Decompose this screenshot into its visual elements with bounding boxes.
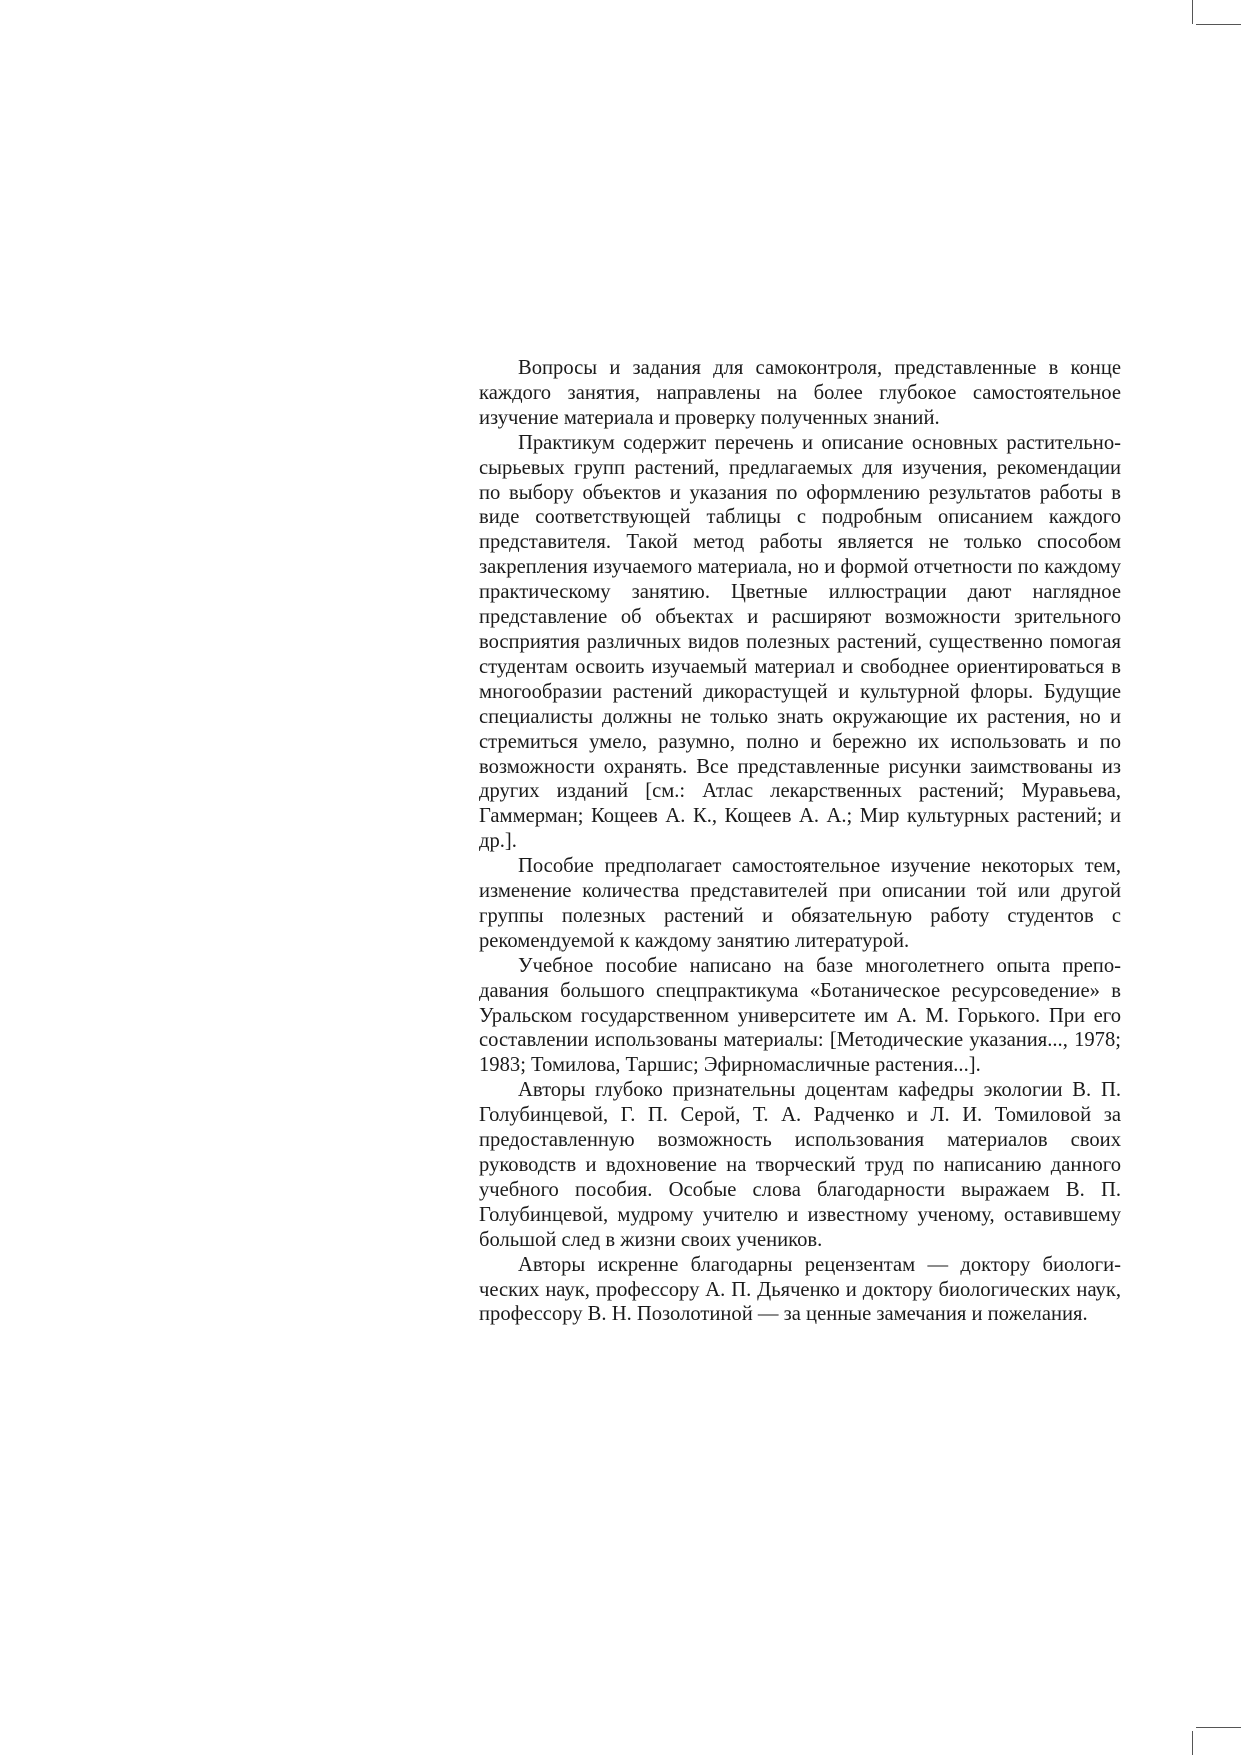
paragraph-course-basis: Учебное пособие написано на базе многолетнего опыта преподавания большого спецпрактикума «Ботаническое ресурсоведение» в Уральском государственном университете им А. М. Горького. При его составлении использованы материалы: [Методические указания..., 1978; 1983; Томилова, Таршис; Эфирномасличные растения...]. [479,954,1121,1077]
paragraph-acknowledgements: Авторы глубоко признательны доцентам кафедры экологии В. П. Голубинцевой, Г. П. Серой, Т. А. Радченко и Л. И. Томиловой за предоставленную возможность использования материалов своих руководств и вдохновение на творческий труд по написанию данного учебного пособия. Особые слова благодарности выражаем В. П. Голубинцевой, мудрому учителю и известному ученому, оставившему большой след в жизни своих учеников. [479,1079,1121,1251]
paragraph-independent-study: Пособие предполагает самостоятельное изучение некоторых тем, изменение количества представителей при описании той или другой группы полезных растений и обязательную работу студентов с рекомендуемой к каждому занятию литературой. [479,855,1121,952]
paragraph-self-control: Вопросы и задания для самоконтроля, представленные в конце каждого занятия, направлены на более глубокое самостоятельное изучение материала и проверку полученных знаний. [479,357,1121,429]
crop-mark-bottom-horizontal [1196,1727,1241,1728]
paragraph-practicum-content: Практикум содержит перечень и описание основных растительно-сырьевых групп растений, предлагаемых для изучения, рекомендации по выбору объектов и указания по оформлению результатов работы в виде соответствующей таблицы с подробным описанием каждого представителя. Такой метод работы является не только способом закрепления изучаемого материала, но и формой отчетности по каждому практическому занятию. Цветные иллюстрации дают наглядное представление об объектах и расширяют возможности зрительного восприятия различных видов полезных растений, существенно помогая студентам освоить изучаемый материал и свободнее ориентироваться в многообразии растений дикорастущей и культурной флоры. Будущие специалисты должны не только знать окружающие их растения, но и стремиться умело, разумно, полно и бережно их использовать и по возможности охранять. Все представленные рисунки заимствованы из других изданий [см.: Атлас лекарственных растений; Муравьева, Гаммерман; Кощеев А. К., Кощеев А. А.; Мир культурных растений; и др.]. [479,431,1121,853]
paragraph-reviewers: Авторы искренне благодарны рецензентам — доктору биологических наук, профессору А. П. Дьяченко и доктору биологических наук, профессору В. Н. Позолотиной — за ценные замечания и пожелания. [479,1253,1121,1326]
crop-mark-top-horizontal [1196,24,1241,25]
crop-mark-top-vertical [1192,0,1193,24]
body-text [479,356,1121,1327]
crop-mark-bottom-vertical [1192,1731,1193,1755]
